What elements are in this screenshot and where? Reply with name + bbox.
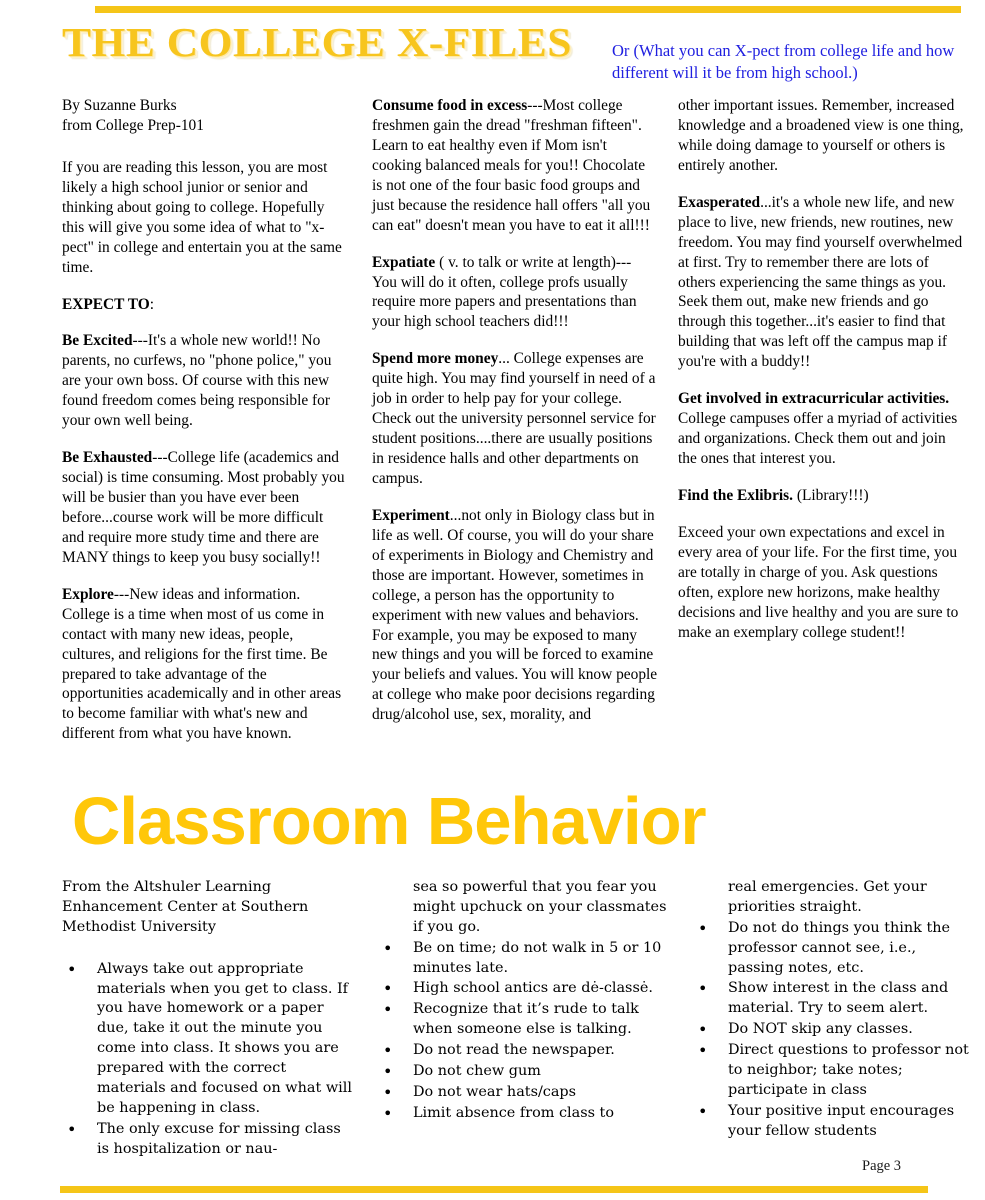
- paragraph-expatiate: [372, 253, 659, 333]
- list-item-text: Your positive input encourages your fellow students: [728, 1102, 955, 1139]
- list-item-text: Do not read the newspaper.: [413, 1042, 615, 1058]
- bullet-icon: •: [698, 1101, 708, 1121]
- lead-explore: Explore: [62, 585, 114, 603]
- behavior-list-2: [378, 878, 668, 1124]
- paragraph-experiment: [372, 506, 659, 725]
- paragraph-be-exhausted: [62, 448, 349, 568]
- behavior-list-1: [62, 960, 352, 1160]
- list-item-text: Direct questions to professor not to neighbor; take notes; participate in class: [728, 1042, 969, 1098]
- paragraph-extracurricular: [678, 389, 965, 469]
- list-item: [378, 939, 668, 979]
- list-item-text: Do not do things you think the professor cannot see, i.e., passing notes, etc.: [728, 919, 951, 976]
- list-item-text: High school antics are dė-classė.: [413, 980, 653, 997]
- bullet-icon: •: [67, 1119, 77, 1139]
- classroom-behavior-body: [0, 878, 985, 1158]
- body-exlibris: (Library!!!): [793, 486, 869, 504]
- lead-extracurricular: Get involved in extracurricular activities.: [678, 390, 950, 408]
- lead-experiment: Experiment: [372, 506, 450, 524]
- list-item-text: Be on time; do not walk in 5 or 10 minutes late.: [413, 939, 662, 976]
- body-exasperated: ...it's a whole new life, and new place to live, new friends, new routines, new freedom. You may find yourself overwhelmed at first. Try to remember there are lots of others experiencing the same things as you. Seek them out, make new friends and go through this together...it's easier to find that building that was left off the campus map if you're with a buddy!!: [678, 193, 963, 371]
- byline-source: from College Prep-101: [62, 116, 204, 134]
- list-item: [378, 1062, 668, 1082]
- paragraph-spend-money: [372, 349, 659, 489]
- paragraph-be-excited: [62, 331, 349, 431]
- lead-consume-food: Consume food in excess: [372, 97, 528, 114]
- list-item-text: sea so powerful that you fear you might upchuck on your classmates if you go.: [413, 879, 667, 935]
- bullet-icon: •: [383, 938, 393, 958]
- list-item-text: The only excuse for missing class is hospitalization or nau-: [97, 1120, 341, 1157]
- list-item: [62, 960, 352, 1119]
- list-item-text: Limit absence from class to: [413, 1104, 614, 1121]
- paragraph-other-issues: other important issues. Remember, increased knowledge and a broadened view is one thing, while doing damage to yourself or others is entirely another.: [678, 97, 964, 174]
- article-body: [0, 96, 985, 756]
- list-item: [693, 919, 975, 979]
- masthead-subtitle: Or (What you can X-pect from college life and how different will it be from high school.): [612, 41, 955, 83]
- list-item: [378, 1083, 668, 1103]
- bullet-icon: •: [383, 1082, 393, 1102]
- list-item: [378, 1041, 668, 1061]
- article-column-2: [372, 96, 659, 725]
- body-be-excited: ---It's a whole new world!! No parents, no curfews, no "phone police," you are your own boss. Of course with this new found freedom comes being responsible for your own well being.: [62, 332, 332, 430]
- list-item-text: real emergencies. Get your priorities straight.: [728, 879, 927, 915]
- bullet-icon: •: [383, 1000, 393, 1020]
- lead-be-excited: Be Excited: [62, 332, 133, 350]
- lead-be-exhausted: Be Exhausted: [62, 449, 153, 467]
- lead-exasperated: Exasperated: [678, 193, 761, 211]
- body-expatiate: ( v. to talk or write at length)--- You will do it often, college profs usually require more papers and presentations than your high school teachers did!!!: [372, 253, 637, 331]
- byline-author: By Suzanne Burks: [62, 97, 177, 114]
- bullet-icon: •: [698, 1041, 708, 1060]
- list-item-text: Recognize that it’s rude to talk when someone else is talking.: [413, 1001, 639, 1038]
- list-item: [378, 1104, 668, 1124]
- bullet-icon: •: [698, 1020, 708, 1040]
- top-accent-rule: [95, 6, 961, 13]
- byline: [62, 96, 349, 136]
- behavior-column-2: [378, 878, 668, 1125]
- body-extracurricular: College campuses offer a myriad of activities and organizations. Check them out and join the ones that interest you.: [678, 410, 958, 467]
- behavior-column-1: [62, 878, 352, 1160]
- paragraph-explore: [62, 585, 349, 745]
- list-item: [378, 1000, 668, 1040]
- bullet-icon: •: [383, 1061, 393, 1081]
- article-column-3: [678, 96, 965, 660]
- list-item-text: Do NOT skip any classes.: [728, 1021, 913, 1038]
- masthead: [0, 20, 985, 90]
- behavior-column-3: [693, 878, 975, 1142]
- list-item-text: Show interest in the class and material. Try to seem alert.: [728, 980, 949, 1017]
- behavior-list-3: [693, 878, 975, 1141]
- list-item-continuation: [378, 878, 668, 938]
- lead-spend-money: Spend more money: [372, 350, 499, 368]
- body-consume-food: ---Most college freshmen gain the dread "freshman fifteen". Learn to eat healthy even if Mom isn't cooking balanced meals for you!! Chocolate is not one of the four basic food groups and just because the residence hall offers "all you can eat" doesn't mean you have to eat it all!!!: [372, 97, 651, 234]
- bullet-icon: •: [698, 979, 708, 999]
- paragraph-exlibris: [678, 486, 965, 506]
- bullet-icon: •: [383, 1041, 393, 1060]
- list-item: [693, 1041, 975, 1101]
- list-item: [62, 1120, 352, 1160]
- expect-to-label: EXPECT TO: [62, 295, 150, 313]
- paragraph-consume-food: [372, 96, 659, 236]
- list-item-text: Always take out appropriate materials when you get to class. If you have homework or a paper due, take it out the minute you come into class. It shows you are prepared with the correct materials and focused on what will be happening in class.: [97, 960, 352, 1116]
- lead-exlibris: Find the Exlibris.: [678, 486, 794, 504]
- body-experiment: ...not only in Biology class but in life as well. Of course, you will do your share of experiments in Biology and Chemistry and those are important. However, sometimes in college, a person has the opportunity to experiment with new values and behaviors. For example, you may be exposed to many new things and you will be forced to examine your beliefs and values. You will know people at college who make poor decisions regarding drug/alcohol use, sex, morality, and: [372, 506, 658, 724]
- list-item: [693, 1020, 975, 1040]
- page-title: THE COLLEGE X-FILES: [62, 19, 572, 65]
- list-item: [693, 979, 975, 1019]
- list-item-continuation: [693, 878, 975, 918]
- body-be-exhausted: ---College life (academics and social) is time consuming. Most probably you will be busier than you have ever been before...course work will be more difficult and require more study time and there are MANY things to keep you busy socially!!: [62, 449, 345, 566]
- paragraph-exasperated: [678, 193, 965, 372]
- bullet-icon: •: [698, 918, 708, 938]
- classroom-behavior-heading: Classroom Behavior: [72, 784, 706, 859]
- list-item: [378, 979, 668, 999]
- list-item-text: Do not wear hats/caps: [413, 1083, 577, 1100]
- behavior-source-credit: From the Altshuler Learning Enhancement Center at Southern Methodist University: [62, 879, 309, 935]
- article-intro-paragraph: If you are reading this lesson, you are most likely a high school junior or senior and thinking about going to college. Hopefully this will give you some idea of what to "x-pect" in college and entertain you at the same time.: [62, 158, 342, 276]
- bottom-accent-rule: [60, 1186, 928, 1193]
- lead-expatiate: Expatiate: [372, 253, 436, 271]
- expect-to-heading: [62, 295, 349, 315]
- body-spend-money: ... College expenses are quite high. You may find yourself in need of a job in order to help pay for your college. Check out the university personnel service for student positions....there are usually positions in residence halls and other departments on campus.: [372, 350, 656, 487]
- paragraph-closing: Exceed your own expectations and excel in every area of your life. For the first time, you are totally in charge of you. Ask questions often, explore new horizons, make healthy decisions and live healthy and you are sure to make an exemplary college student!!: [678, 523, 959, 641]
- bullet-icon: •: [383, 1103, 393, 1123]
- list-item: [693, 1102, 975, 1142]
- page-number: Page 3: [862, 1158, 902, 1174]
- article-column-1: [62, 96, 349, 761]
- list-item-text: Do not chew gum: [413, 1062, 541, 1079]
- body-explore: ---New ideas and information. College is a time when most of us come in contact with many new ideas, people, cultures, and religions for the first time. Be prepared to take advantage of the opportunities academically and in other areas to become familiar with what's new and different from what you have known.: [62, 585, 342, 743]
- expect-to-colon: :: [149, 295, 154, 313]
- bullet-icon: •: [67, 959, 77, 979]
- bullet-icon: •: [383, 979, 393, 999]
